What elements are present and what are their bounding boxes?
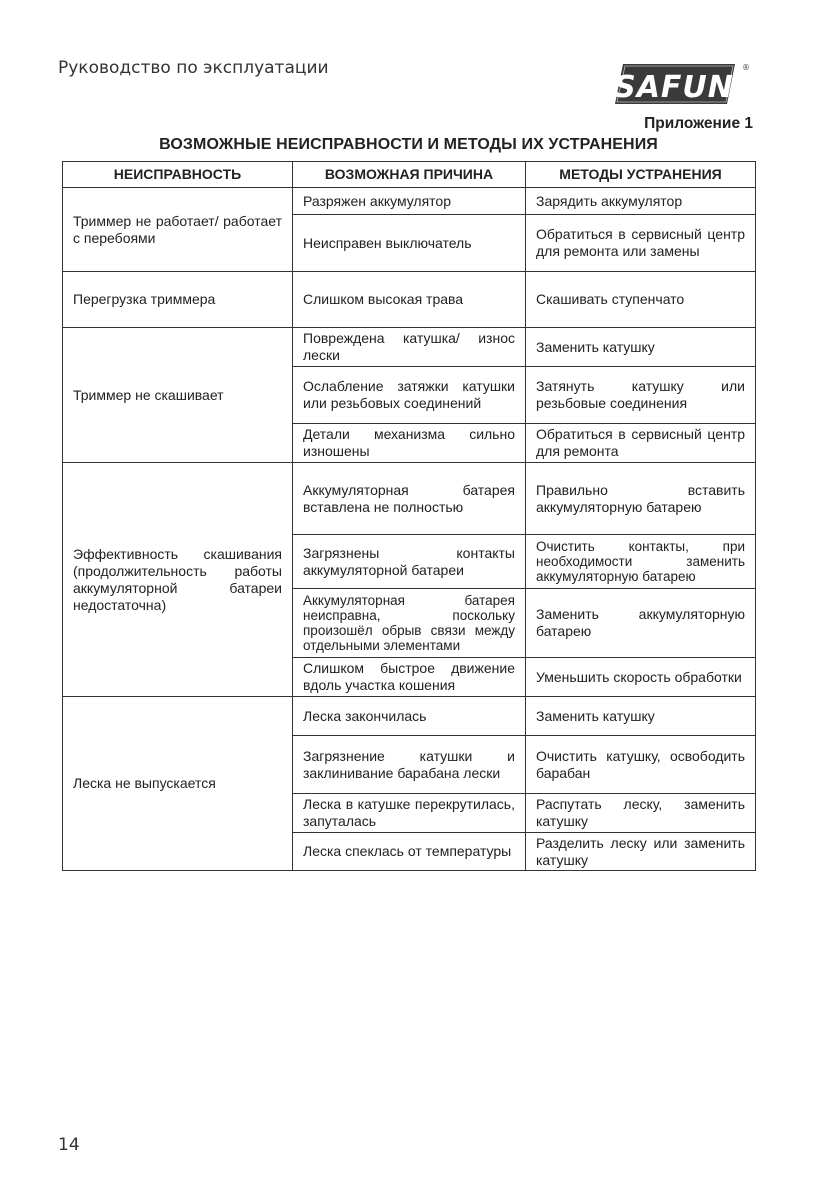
cause-cell: Леска спеклась от температуры <box>293 833 526 871</box>
fix-cell: Обратиться в сервисный центр для ремонта <box>526 424 756 463</box>
fix-cell: Заменить катушку <box>526 697 756 736</box>
fix-cell: Обратиться в сервисный центр для ремонта или замены <box>526 215 756 272</box>
fix-cell: Распутать леску, заменить катушку <box>526 794 756 833</box>
fix-cell: Правильно вставить аккумуляторную батарею <box>526 463 756 535</box>
cause-cell: Леска в катушке перекрутилась, запуталась <box>293 794 526 833</box>
fix-cell: Скашивать ступенчато <box>526 272 756 328</box>
fix-cell: Зарядить аккумулятор <box>526 188 756 215</box>
fault-cell: Триммер не работает/ работает с перебоями <box>63 188 293 272</box>
brand-name: SAFUN <box>614 70 734 105</box>
fix-cell: Очистить контакты, при необходимости заменить аккумуляторную батарею <box>526 535 756 589</box>
fault-cell: Леска не выпускается <box>63 697 293 871</box>
cause-cell: Разряжен аккумулятор <box>293 188 526 215</box>
table-row <box>63 463 756 535</box>
document-title: ВОЗМОЖНЫЕ НЕИСПРАВНОСТИ И МЕТОДЫ ИХ УСТРАНЕНИЯ <box>159 136 658 153</box>
registered-mark: ® <box>742 63 750 72</box>
table-header-row <box>63 162 756 188</box>
header-fix: МЕТОДЫ УСТРАНЕНИЯ <box>526 162 756 188</box>
fix-cell: Уменьшить скорость обработки <box>526 658 756 697</box>
cause-cell: Леска закончилась <box>293 697 526 736</box>
fix-cell: Очистить катушку, освободить барабан <box>526 736 756 794</box>
fault-cell: Триммер не скашивает <box>63 328 293 463</box>
header-fault: НЕИСПРАВНОСТЬ <box>63 162 293 188</box>
cause-cell: Загрязнены контакты аккумуляторной батареи <box>293 535 526 589</box>
manual-title: Руководство по эксплуатации <box>58 58 329 78</box>
page-number: 14 <box>58 1135 80 1155</box>
fix-cell: Заменить катушку <box>526 328 756 367</box>
cause-cell: Детали механизма сильно изношены <box>293 424 526 463</box>
troubleshooting-table <box>62 161 756 871</box>
cause-cell: Неисправен выключатель <box>293 215 526 272</box>
table-row <box>63 272 756 328</box>
safun-logo <box>609 60 749 108</box>
cause-cell: Повреждена катушка/ износ лески <box>293 328 526 367</box>
fix-cell: Затянуть катушку или резьбовые соединения <box>526 367 756 424</box>
table-row <box>63 188 756 215</box>
cause-cell: Ослабление затяжки катушки или резьбовых соединений <box>293 367 526 424</box>
cause-cell: Загрязнение катушки и заклинивание барабана лески <box>293 736 526 794</box>
table-row <box>63 697 756 736</box>
fix-cell: Заменить аккумуляторную батарею <box>526 589 756 658</box>
cause-cell: Аккумуляторная батарея неисправна, поскольку произошёл обрыв связи между отдельными элементами <box>293 589 526 658</box>
cause-cell: Слишком высокая трава <box>293 272 526 328</box>
appendix-label: Приложение 1 <box>644 115 753 132</box>
fix-cell: Разделить леску или заменить катушку <box>526 833 756 871</box>
fault-cell: Эффективность скашивания (продолжительность работы аккумуляторной батареи недостаточна) <box>63 463 293 697</box>
fault-cell: Перегрузка триммера <box>63 272 293 328</box>
cause-cell: Слишком быстрое движение вдоль участка кошения <box>293 658 526 697</box>
cause-cell: Аккумуляторная батарея вставлена не полностью <box>293 463 526 535</box>
table-row <box>63 328 756 367</box>
header-cause: ВОЗМОЖНАЯ ПРИЧИНА <box>293 162 526 188</box>
